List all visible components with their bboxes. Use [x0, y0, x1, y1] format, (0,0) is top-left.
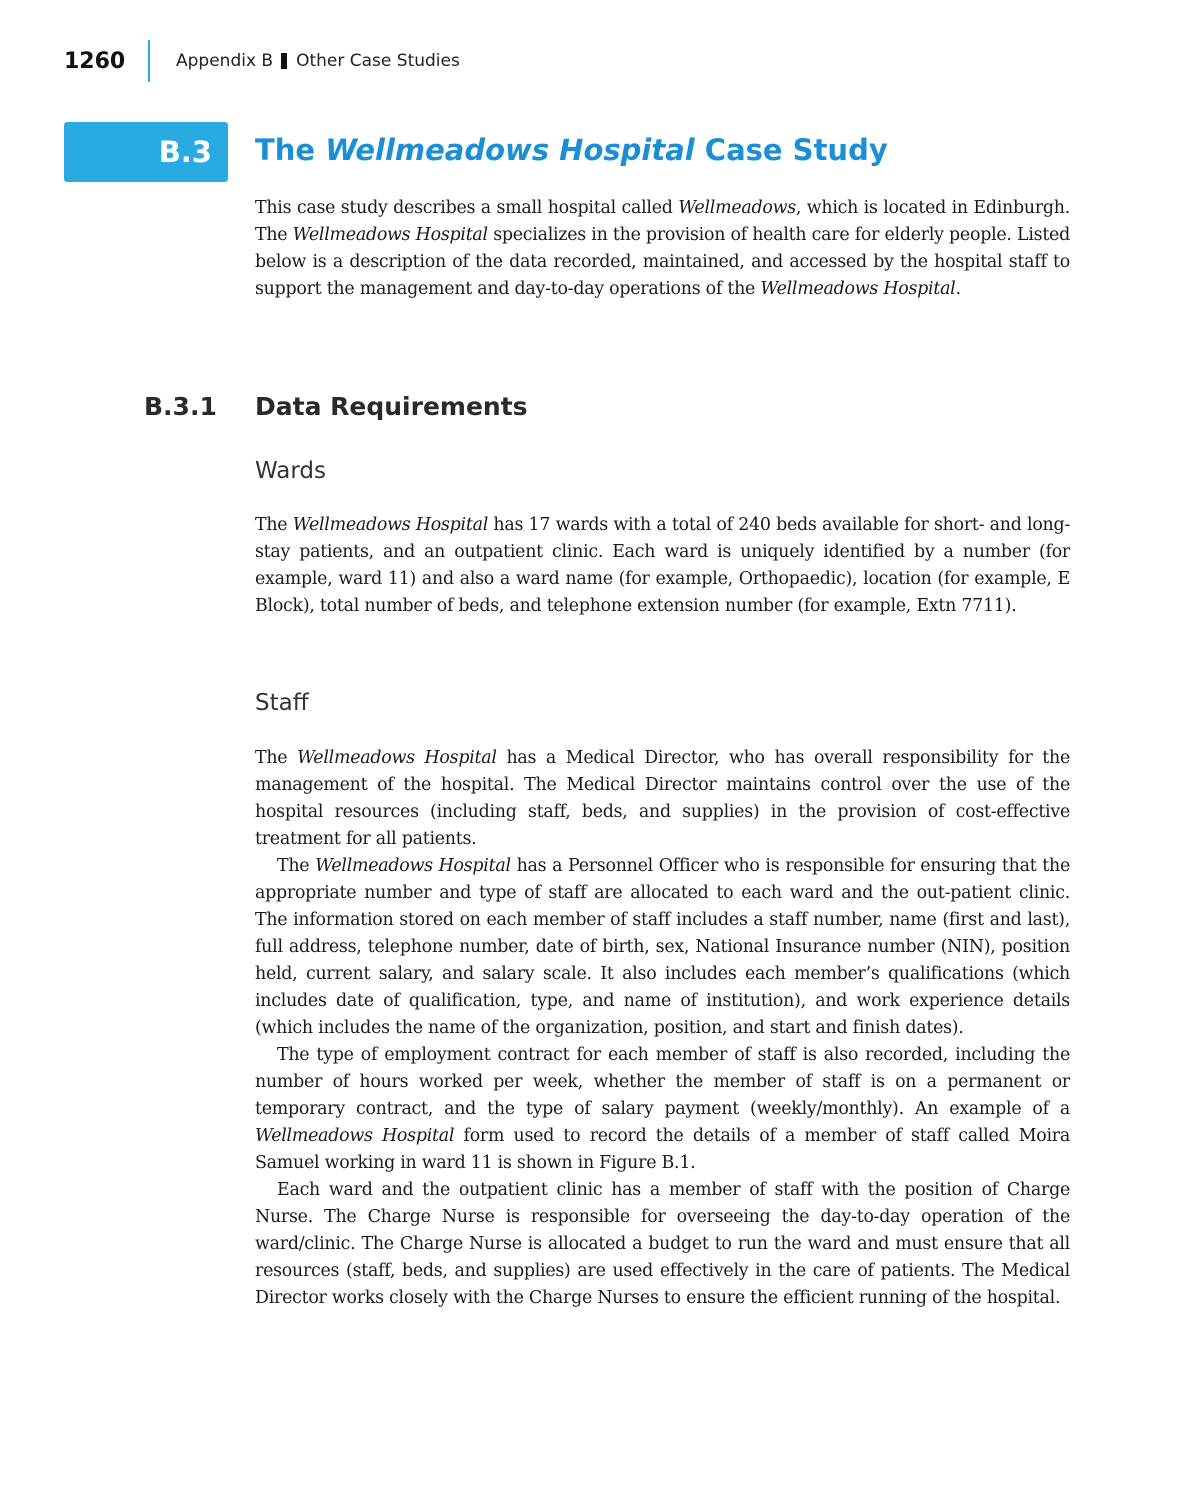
italic-text: Wellmeadows Hospital	[292, 515, 489, 535]
text-run: .	[955, 279, 961, 299]
staff-paragraph	[255, 853, 1070, 1042]
text-run: The	[255, 748, 298, 768]
section-number-badge	[64, 122, 228, 182]
text-run: form used to record the details of a member of staff called Moira Samuel working in ward 11 is shown in Figure B.1.	[255, 1126, 1070, 1173]
intro-text	[255, 195, 1070, 303]
text-run: has a Personnel Officer who is responsible for ensuring that the appropriate number and type of staff are allocated to each ward and the out-patient clinic. The information stored on each member of staff includes a staff number, name (first and last), full address, telephone number, date of birth, sex, National Insurance number (NIN), position held, current salary, and salary scale. It also includes each member’s qualifications (which includes date of qualification, type, and name of institution), and work experience details (which includes the name of the organization, position, and start and finish dates).	[255, 856, 1070, 1038]
section-title-italic: Wellmeadows Hospital	[325, 133, 695, 167]
section-title-prefix: The	[255, 133, 326, 167]
subsection-number: B.3.1	[144, 392, 217, 421]
running-head	[64, 40, 460, 82]
text-run: specializes in the provision of health care for elderly people. Listed below is a description of the data recorded, maintained, and accessed by the hospital staff to support the management and day-to-day operations of the	[255, 225, 1070, 299]
separator-block-icon	[281, 53, 287, 69]
staff-text	[255, 745, 1070, 1312]
staff-paragraph	[255, 1177, 1070, 1312]
staff-heading: Staff	[255, 690, 309, 716]
header-divider	[148, 40, 150, 82]
text-run: has a Medical Director, who has overall responsibility for the management of the hospital. The Medical Director maintains control over the use of the hospital resources (including staff, beds, and supplies) in the provision of cost-effective treatment for all patients.	[255, 748, 1071, 849]
text-run: The	[277, 856, 316, 876]
section-number: B.3	[158, 135, 212, 169]
text-run: has 17 wards with a total of 240 beds available for short- and long-stay patients, and an outpatient clinic. Each ward is uniquely identified by a number (for example, ward 11) and also a ward name (for example, Orthopaedic), location (for example, E Block), total number of beds, and telephone extension number (for example, Extn 7711).	[255, 515, 1071, 616]
subsection-title: Data Requirements	[255, 392, 528, 421]
italic-text: Wellmeadows Hospital	[315, 856, 511, 876]
wards-paragraph	[255, 512, 1070, 620]
italic-text: Wellmeadows Hospital	[760, 279, 956, 299]
text-run: The type of employment contract for each member of staff is also recorded, including the number of hours worked per week, whether the member of staff is on a permanent or temporary contract, and the type of salary payment (weekly/monthly). An example of a	[255, 1045, 1070, 1119]
staff-paragraph	[255, 745, 1070, 853]
chapter-title: Other Case Studies	[296, 51, 460, 71]
chapter-label: Appendix B	[176, 51, 274, 71]
text-run: , which is located in Edinburgh. The	[255, 198, 1071, 245]
italic-text: Wellmeadows Hospital	[255, 1126, 455, 1146]
italic-text: Wellmeadows	[678, 198, 796, 218]
page-number: 1260	[64, 48, 126, 74]
wards-heading: Wards	[255, 458, 326, 484]
italic-text: Wellmeadows Hospital	[292, 225, 488, 245]
running-head-text	[176, 51, 460, 71]
staff-paragraph	[255, 1042, 1070, 1177]
section-title	[255, 133, 888, 167]
section-title-suffix: Case Study	[694, 133, 888, 167]
italic-text: Wellmeadows Hospital	[297, 748, 497, 768]
text-run: The	[255, 515, 293, 535]
intro-paragraph	[255, 195, 1070, 303]
text-run: This case study describes a small hospital called	[255, 198, 679, 218]
text-run: Each ward and the outpatient clinic has a member of staff with the position of Charge Nurse. The Charge Nurse is responsible for overseeing the day-to-day operation of the ward/clinic. The Charge Nurse is allocated a budget to run the ward and must ensure that all resources (staff, beds, and supplies) are used effectively in the care of patients. The Medical Director works closely with the Charge Nurses to ensure the efficient running of the hospital.	[255, 1180, 1070, 1308]
wards-text	[255, 512, 1070, 620]
